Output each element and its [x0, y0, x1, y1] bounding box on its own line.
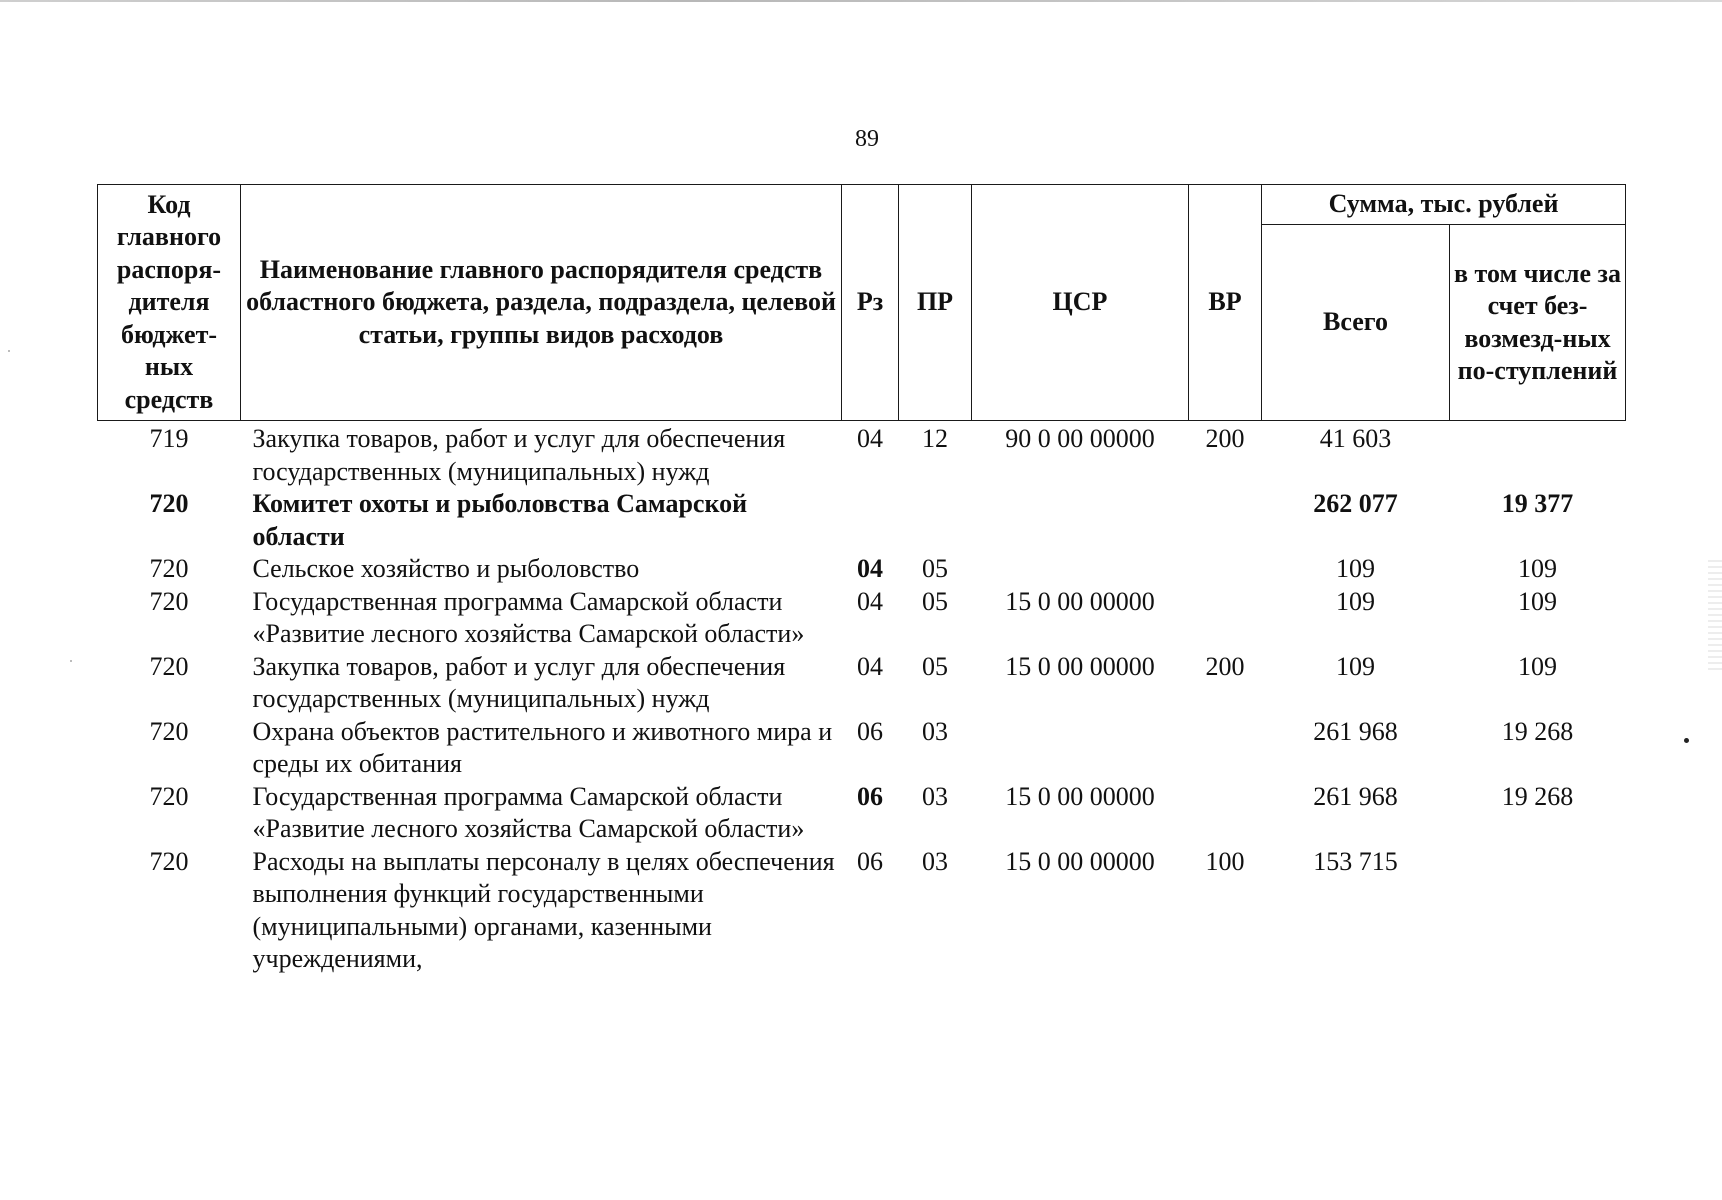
cell-code: 719 [149, 424, 189, 453]
scan-speck [1684, 738, 1689, 743]
cell-csr: 15 0 00 00000 [1005, 651, 1155, 681]
cell-total: 41 603 [1319, 424, 1392, 453]
cell-name: Комитет охоты и рыболовства Самарской области [252, 489, 748, 551]
header-rz: Рз [842, 185, 899, 421]
header-code: Код главного распоря-дителя бюджет-ных средств [98, 185, 241, 421]
cell-name: Государственная программа Самарской области «Развитие лесного хозяйства Самарской области» [252, 781, 805, 843]
table-row [98, 846, 1626, 976]
cell-total: 109 [1336, 586, 1375, 616]
table-header [98, 185, 1626, 421]
cell-total: 261 968 [1313, 716, 1398, 746]
cell-vr [1189, 781, 1262, 846]
header-including: в том числе за счет без-возмезд-ных по-ступлений [1450, 225, 1626, 421]
cell-rz: 04 [857, 586, 883, 616]
cell-pr: 05 [922, 651, 948, 681]
cell-csr [972, 488, 1189, 553]
cell-including: 19 268 [1501, 716, 1574, 746]
cell-code: 720 [149, 651, 189, 681]
cell-code: 720 [149, 716, 189, 746]
cell-pr: 03 [922, 716, 948, 746]
header-name: Наименование главного распорядителя средств областного бюджета, раздела, подраздела, целевой статьи, группы видов расходов [241, 185, 842, 421]
cell-pr: 03 [922, 781, 948, 811]
table-row [98, 781, 1626, 846]
cell-code: 720 [149, 846, 189, 876]
cell-rz: 06 [857, 716, 883, 746]
cell-pr: 05 [922, 586, 948, 616]
cell-including: 109 [1518, 554, 1557, 583]
cell-rz: 04 [857, 651, 883, 681]
cell-rz: 04 [857, 554, 883, 583]
scan-speck [70, 660, 72, 662]
header-total: Всего [1262, 225, 1450, 421]
cell-vr: 200 [1205, 651, 1245, 681]
cell-name: Сельское хозяйство и рыболовство [252, 554, 640, 583]
cell-csr: 15 0 00 00000 [1005, 781, 1155, 811]
cell-name: Охрана объектов растительного и животного мира и среды их обитания [252, 716, 833, 778]
table-body [98, 421, 1626, 976]
cell-vr [1189, 553, 1262, 586]
table-row [98, 421, 1626, 489]
cell-vr [1189, 586, 1262, 651]
cell-code: 720 [149, 781, 189, 811]
cell-rz [842, 488, 899, 553]
table-row [98, 488, 1626, 553]
cell-including [1450, 846, 1626, 976]
cell-including: 19 268 [1501, 781, 1574, 811]
cell-including [1450, 421, 1626, 489]
cell-pr: 03 [922, 846, 948, 876]
scan-speck [8, 350, 10, 352]
cell-csr: 15 0 00 00000 [1005, 846, 1155, 876]
cell-including: 109 [1518, 586, 1557, 616]
table-row [98, 553, 1626, 586]
cell-total: 153 715 [1313, 846, 1398, 876]
cell-pr: 05 [922, 554, 948, 583]
cell-pr [899, 488, 972, 553]
header-pr: ПР [899, 185, 972, 421]
header-sum-group: Сумма, тыс. рублей [1262, 185, 1626, 225]
cell-name: Расходы на выплаты персоналу в целях обеспечения выполнения функций государственными (муниципальными) органами, казенными учреждениями, [252, 846, 835, 973]
cell-vr [1189, 488, 1262, 553]
cell-csr [972, 716, 1189, 781]
cell-total: 261 968 [1313, 781, 1398, 811]
cell-name: Закупка товаров, работ и услуг для обеспечения государственных (муниципальных) нужд [252, 424, 786, 486]
cell-vr [1189, 716, 1262, 781]
cell-name: Государственная программа Самарской области «Развитие лесного хозяйства Самарской области» [252, 586, 805, 648]
cell-csr: 15 0 00 00000 [1005, 586, 1155, 616]
table-row [98, 716, 1626, 781]
cell-pr: 12 [922, 424, 948, 453]
scan-top-edge [0, 0, 1722, 2]
page-number: 89 [855, 126, 879, 152]
table-row [98, 651, 1626, 716]
header-csr: ЦСР [972, 185, 1189, 421]
cell-csr [972, 553, 1189, 586]
cell-vr: 200 [1205, 424, 1245, 453]
cell-name: Закупка товаров, работ и услуг для обеспечения государственных (муниципальных) нужд [252, 651, 786, 713]
cell-including: 109 [1518, 651, 1557, 681]
cell-rz: 06 [857, 781, 883, 811]
cell-code: 720 [149, 586, 189, 616]
cell-code: 720 [149, 554, 189, 583]
scan-edge-noise [1708, 560, 1722, 670]
cell-total: 262 077 [1313, 489, 1398, 518]
cell-including: 19 377 [1501, 489, 1574, 518]
header-vr: ВР [1189, 185, 1262, 421]
table-row [98, 586, 1626, 651]
cell-csr: 90 0 00 00000 [1005, 424, 1155, 453]
cell-code: 720 [149, 489, 189, 518]
cell-rz: 04 [857, 424, 883, 453]
cell-total: 109 [1336, 651, 1375, 681]
cell-vr: 100 [1205, 846, 1245, 876]
cell-total: 109 [1336, 554, 1375, 583]
cell-rz: 06 [857, 846, 883, 876]
budget-table [97, 184, 1626, 976]
